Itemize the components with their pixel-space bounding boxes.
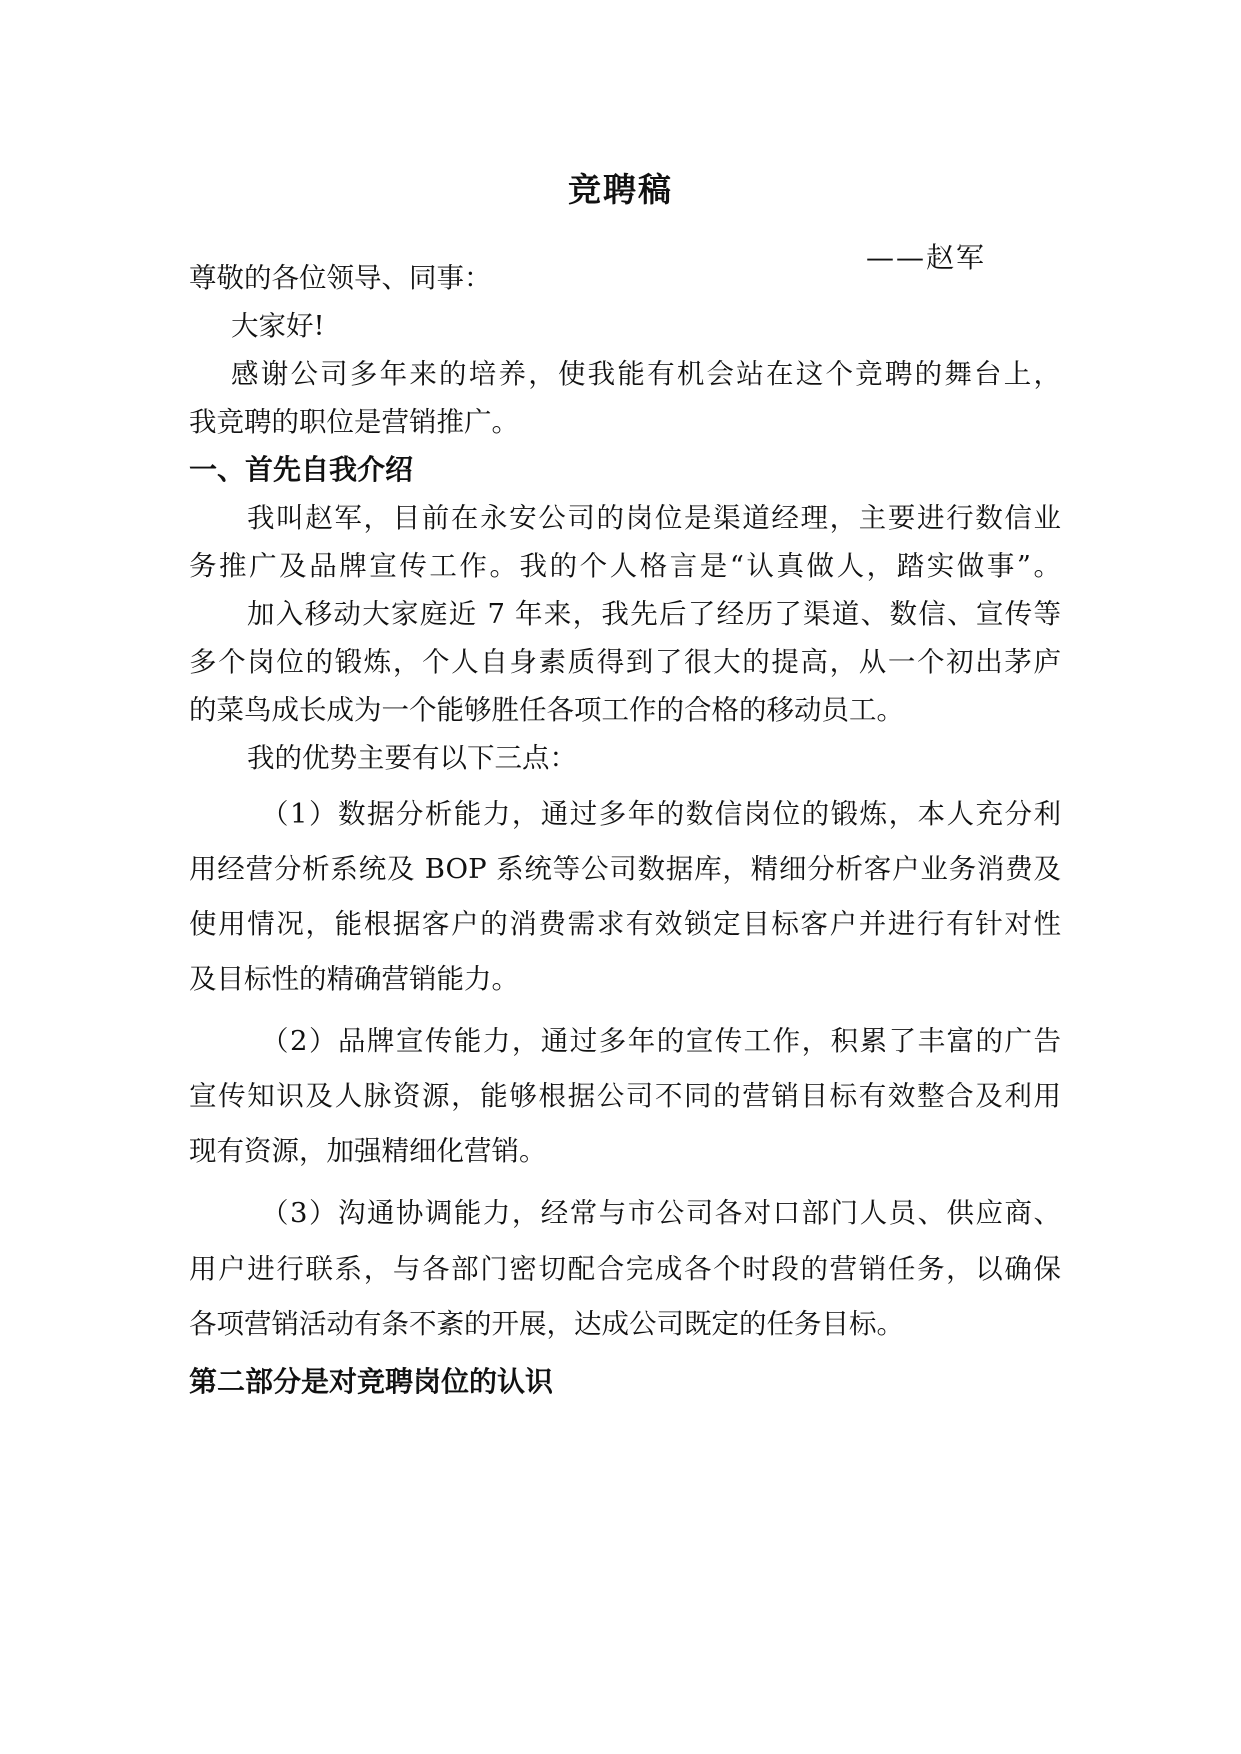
greeting: 大家好! bbox=[231, 310, 325, 342]
para1-line-2: 务推广及品牌宣传工作。我的个人格言是“认真做人，踏实做事”。 bbox=[189, 550, 1061, 582]
salutation: 尊敬的各位领导、同事： bbox=[189, 262, 492, 294]
adv1-line-3: 使用情况，能根据客户的消费需求有效锁定目标客户并进行有针对性 bbox=[189, 908, 1061, 940]
adv1-line-4: 及目标性的精确营销能力。 bbox=[189, 963, 519, 995]
advantages-intro: 我的优势主要有以下三点： bbox=[247, 742, 577, 774]
adv2-line-3: 现有资源，加强精细化营销。 bbox=[189, 1135, 547, 1167]
para1-line-1: 我叫赵军，目前在永安公司的岗位是渠道经理，主要进行数信业 bbox=[247, 502, 1061, 534]
section-heading-1: 一、首先自我介绍 bbox=[189, 453, 414, 486]
adv3-line-1: （3）沟通协调能力，经常与市公司各对口部门人员、供应商、 bbox=[261, 1197, 1061, 1229]
para2-line-3: 的菜鸟成长成为一个能够胜任各项工作的合格的移动员工。 bbox=[189, 694, 904, 726]
adv1-line-2: 用经营分析系统及 BOP 系统等公司数据库，精细分析客户业务消费及 bbox=[189, 853, 1061, 885]
intro-line-1: 感谢公司多年来的培养，使我能有机会站在这个竞聘的舞台上， bbox=[231, 358, 1061, 390]
adv2-line-2: 宣传知识及人脉资源，能够根据公司不同的营销目标有效整合及利用 bbox=[189, 1080, 1061, 1112]
adv2-line-1: （2）品牌宣传能力，通过多年的宣传工作，积累了丰富的广告 bbox=[261, 1025, 1061, 1057]
para2-line-2: 多个岗位的锻炼，个人自身素质得到了很大的提高，从一个初出茅庐 bbox=[189, 646, 1061, 678]
para2-line-1: 加入移动大家庭近 7 年来，我先后了经历了渠道、数信、宣传等 bbox=[247, 598, 1061, 630]
adv1-line-1: （1）数据分析能力，通过多年的数信岗位的锻炼，本人充分利 bbox=[261, 798, 1061, 830]
section-heading-2: 第二部分是对竞聘岗位的认识 bbox=[189, 1365, 554, 1398]
adv3-line-3: 各项营销活动有条不紊的开展，达成公司既定的任务目标。 bbox=[189, 1308, 904, 1340]
intro-line-2: 我竞聘的职位是营销推广。 bbox=[189, 406, 519, 438]
document-title: 竞聘稿 bbox=[568, 170, 673, 209]
adv3-line-2: 用户进行联系，与各部门密切配合完成各个时段的营销任务，以确保 bbox=[189, 1253, 1061, 1285]
author-line: ——赵军 bbox=[866, 241, 987, 274]
